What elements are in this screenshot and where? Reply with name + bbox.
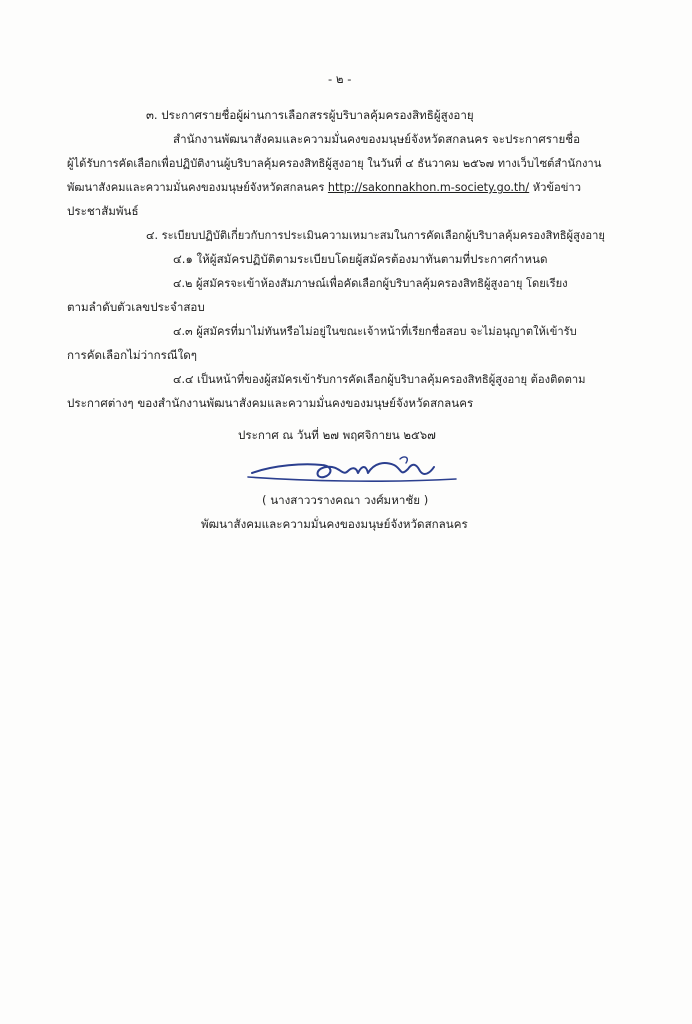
section-4-item-4-line-2: ประกาศต่างๆ ของสำนักงานพัฒนาสังคมและความมั่นคงของมนุษย์จังหวัดสกลนคร	[67, 396, 474, 410]
section-3-line-3	[67, 180, 581, 195]
section-3-heading: ๓. ประกาศรายชื่อผู้ผ่านการเลือกสรรผู้บริบาลคุ้มครองสิทธิผู้สูงอายุ	[146, 108, 474, 122]
section-3-line-4: ประชาสัมพันธ์	[67, 204, 139, 218]
page-number: - ๒ -	[328, 72, 352, 86]
section-4-item-3-line-2: การคัดเลือกไม่ว่ากรณีใดๆ	[67, 348, 198, 362]
section-4-item-3-line-1: ๔.๓ ผู้สมัครที่มาไม่ทันหรือไม่อยู่ในขณะเจ้าหน้าที่เรียกชื่อสอบ จะไม่อนุญาตให้เข้ารับ	[173, 325, 577, 338]
section-4-item-4-line-1: ๔.๔ เป็นหน้าที่ของผู้สมัครเข้ารับการคัดเลือกผู้บริบาลคุ้มครองสิทธิผู้สูงอายุ ต้องติดตาม	[173, 373, 586, 386]
signer-name: ( นางสาววรางคณา วงศ์มหาชัย )	[262, 493, 429, 507]
announcement-date: ประกาศ ณ วันที่ ๒๗ พฤศจิกายน ๒๕๖๗	[238, 428, 436, 442]
section-3-line-3-text: พัฒนาสังคมและความมั่นคงของมนุษย์จังหวัดสกลนคร	[67, 181, 325, 194]
section-3-line-3-suffix: หัวข้อข่าว	[532, 181, 581, 194]
section-4-item-1: ๔.๑ ให้ผู้สมัครปฏิบัติตามระเบียบโดยผู้สมัครต้องมาทันตามที่ประกาศกำหนด	[173, 252, 548, 266]
website-link[interactable]: http://sakonnakhon.m-society.go.th/	[327, 181, 530, 194]
section-4-item-2-line-1: ๔.๒ ผู้สมัครจะเข้าห้องสัมภาษณ์เพื่อคัดเลือกผู้บริบาลคุ้มครองสิทธิผู้สูงอายุ โดยเรียง	[173, 277, 568, 290]
section-4-item-2-line-2: ตามลำดับตัวเลขประจำสอบ	[67, 300, 205, 314]
signature-image	[244, 451, 460, 491]
section-3-line-1: สำนักงานพัฒนาสังคมและความมั่นคงของมนุษย์จังหวัดสกลนคร จะประกาศรายชื่อ	[173, 132, 581, 146]
section-3-line-2: ผู้ได้รับการคัดเลือกเพื่อปฏิบัติงานผู้บริบาลคุ้มครองสิทธิผู้สูงอายุ ในวันที่ ๔ ธันวาคม ๒๕๖๗ ทางเว็บไซต์สำนักงาน	[67, 157, 602, 170]
section-4-heading: ๔. ระเบียบปฏิบัติเกี่ยวกับการประเมินความเหมาะสมในการคัดเลือกผู้บริบาลคุ้มครองสิทธิผู้สูงอายุ	[146, 229, 605, 242]
signer-position: พัฒนาสังคมและความมั่นคงของมนุษย์จังหวัดสกลนคร	[201, 517, 468, 531]
